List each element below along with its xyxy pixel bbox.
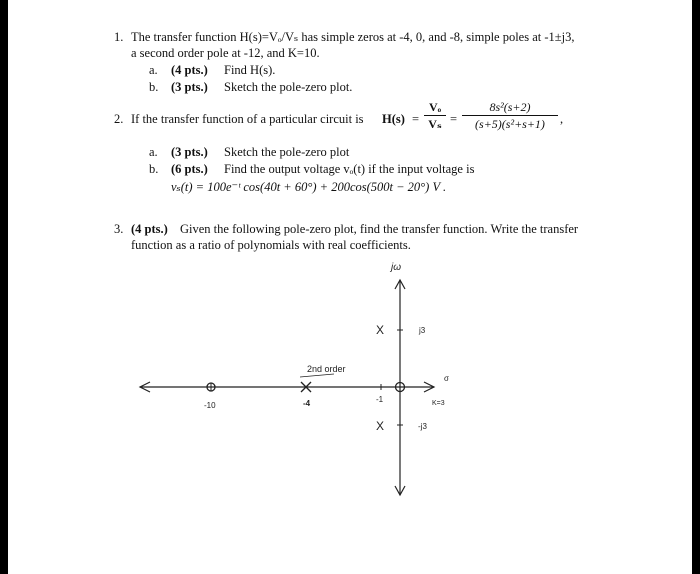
sigma-axis-label: σ [444,374,449,383]
jw-axis-label: jω [391,262,402,273]
tick-label-neg1: -1 [376,395,384,404]
problem2-a-letter: a. [149,145,158,159]
pole-marker-lower: X [376,419,385,433]
problem3-line1: Given the following pole-zero plot, find the transfer function. Write the transfer [180,222,579,236]
tick-label-neg10: -10 [204,401,216,410]
problem2-hs: H(s) [382,112,405,126]
problem3-line2: function as a ratio of polynomials with real coefficients. [131,238,411,252]
tick-label-neg4: -4 [303,399,311,408]
vs-denominator: Vₛ [428,117,442,131]
problem1-a-letter: a. [149,63,158,77]
second-order-label: 2nd order [307,364,346,374]
problem2-equals-1: = [412,112,420,126]
problem3-points: (4 pts.) [131,222,168,236]
zero-at-neg10 [207,383,215,391]
problem1-a-points: (4 pts.) [171,63,208,77]
problem1-a-text: Find H(s). [224,63,276,77]
problem3-number: 3. [114,222,124,236]
problem2-number: 2. [114,112,124,126]
problem2-b-points: (6 pts.) [171,162,208,176]
problem1-b-text: Sketch the pole-zero plot. [224,80,353,94]
second-order-pole-at-neg4 [300,374,334,392]
problem2-b-letter: b. [149,162,159,176]
input-voltage-expression: vₛ(t) = 100e⁻ᵗ cos(40t + 60°) + 200cos(500t − 20°) V . [171,180,447,194]
vo-numerator: Vₒ [428,100,442,114]
problem2-equals-2: = [450,112,458,126]
problem2-a-points: (3 pts.) [171,145,208,159]
pole-zero-plot [8,0,692,574]
problem1-number: 1. [114,30,124,44]
problem1-line1: The transfer function H(s)=Vₒ/Vₛ has simple zeros at -4, 0, and -8, simple poles at -1±j3, [131,30,575,44]
pole-marker-upper: X [376,323,385,337]
problem2-a-text: Sketch the pole-zero plot [224,145,350,159]
neg-j3-label: -j3 [418,422,427,431]
problem2-b-text: Find the output voltage vₒ(t) if the input voltage is [224,162,475,176]
k-label: K=3 [432,400,445,407]
document-page [8,0,692,574]
problem2-trailing-comma: , [560,112,564,126]
problem1-b-letter: b. [149,80,159,94]
transfer-numerator: 8s²(s+2) [489,100,531,114]
transfer-denominator: (s+5)(s²+s+1) [475,117,545,131]
problem2-lead: If the transfer function of a particular circuit is [131,112,364,126]
problem1-b-points: (3 pts.) [171,80,208,94]
problem1-line2: a second order pole at -12, and K=10. [131,46,320,60]
j3-label: j3 [419,326,426,335]
